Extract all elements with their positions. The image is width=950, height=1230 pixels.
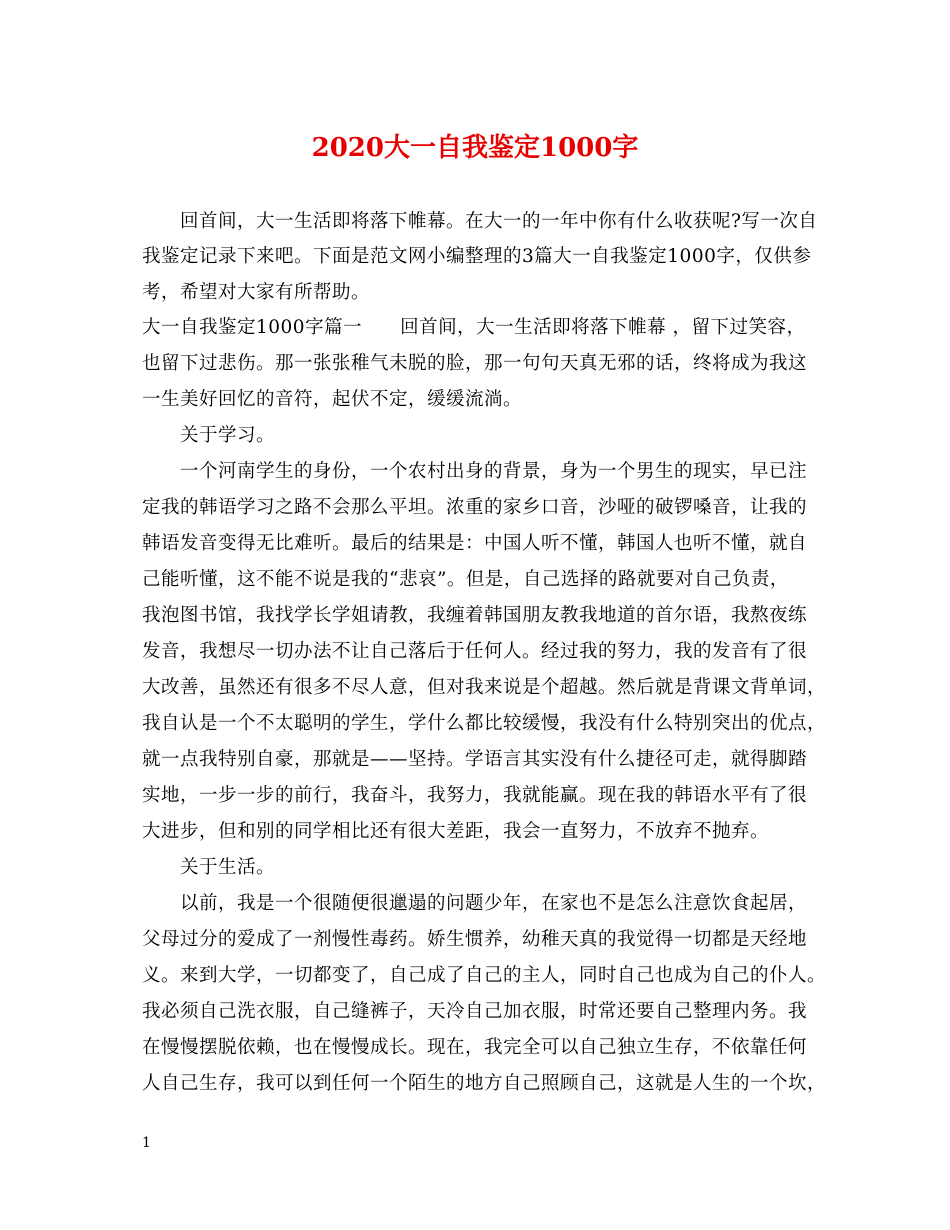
body-line: 我泡图书馆，我找学长学姐请教，我缠着韩国朋友教我地道的首尔语，我熬夜练 bbox=[142, 605, 808, 626]
body-line: 我自认是一个不太聪明的学生，学什么都比较缓慢，我没有什么特别突出的优点， bbox=[142, 713, 827, 734]
body-line: 我鉴定记录下来吧。下面是范文网小编整理的3篇大一自我鉴定1000字，仅供参 bbox=[142, 246, 812, 267]
body-line: 韩语发音变得无比难听。最后的结果是：中国人听不懂，韩国人也听不懂，就自 bbox=[142, 533, 808, 554]
body-line: 义。来到大学，一切都变了，自己成了自己的主人，同时自己也成为自己的仆人。 bbox=[142, 965, 827, 986]
body-line: 一个河南学生的身份，一个农村出身的背景，身为一个男生的现实，早已注 bbox=[142, 461, 808, 482]
body-line: 考，希望对大家有所帮助。 bbox=[142, 282, 371, 303]
body-line: 实地，一步一步的前行，我奋斗，我努力，我就能赢。现在我的韩语水平有了很 bbox=[142, 785, 808, 806]
document-title: 2020大一自我鉴定1000字 bbox=[311, 133, 639, 163]
body-line: 我必须自己洗衣服，自己缝裤子，天冷自己加衣服，时常还要自己整理内务。我 bbox=[142, 1001, 808, 1022]
body-line: 己能听懂，这不能不说是我的“悲哀”。但是，自己选择的路就要对自己负责， bbox=[142, 569, 789, 590]
body-line: 回首间，大一生活即将落下帷幕。在大一的一年中你有什么收获呢?写一次自 bbox=[142, 211, 818, 232]
body-line: 一生美好回忆的音符，起伏不定，缓缓流淌。 bbox=[142, 389, 523, 410]
subheading-study: 关于学习。 bbox=[142, 425, 276, 446]
body-line: 以前，我是一个很随便很邋遢的问题少年，在家也不是怎么注意饮食起居， bbox=[142, 893, 808, 914]
body-line: 定我的韩语学习之路不会那么平坦。浓重的家乡口音，沙哑的破锣嗓音，让我的 bbox=[142, 497, 808, 518]
body-line: 父母过分的爱成了一剂慢性毒药。娇生惯养，幼稚天真的我觉得一切都是天经地 bbox=[142, 929, 808, 950]
body-line: 就一点我特别自豪，那就是——坚持。学语言其实没有什么捷径可走，就得脚踏 bbox=[142, 749, 808, 770]
body-line: 人自己生存，我可以到任何一个陌生的地方自己照顾自己，这就是人生的一个坎， bbox=[142, 1073, 827, 1094]
section-heading-line: 大一自我鉴定1000字篇一 回首间，大一生活即将落下帷幕 ，留下过笑容， bbox=[142, 317, 806, 338]
body-line: 大改善，虽然还有很多不尽人意，但对我来说是个超越。然后就是背课文背单词， bbox=[142, 677, 827, 698]
body-line: 在慢慢摆脱依赖，也在慢慢成长。现在，我完全可以自己独立生存，不依靠任何 bbox=[142, 1037, 808, 1058]
body-line: 大进步，但和别的同学相比还有很大差距，我会一直努力，不放弃不抛弃。 bbox=[142, 821, 770, 842]
page-number: 1 bbox=[142, 1135, 151, 1151]
subheading-life: 关于生活。 bbox=[142, 857, 276, 878]
body-line: 发音，我想尽一切办法不让自己落后于任何人。经过我的努力，我的发音有了很 bbox=[142, 641, 808, 662]
body-line: 也留下过悲伤。那一张张稚气未脱的脸，那一句句天真无邪的话，终将成为我这 bbox=[142, 353, 808, 374]
